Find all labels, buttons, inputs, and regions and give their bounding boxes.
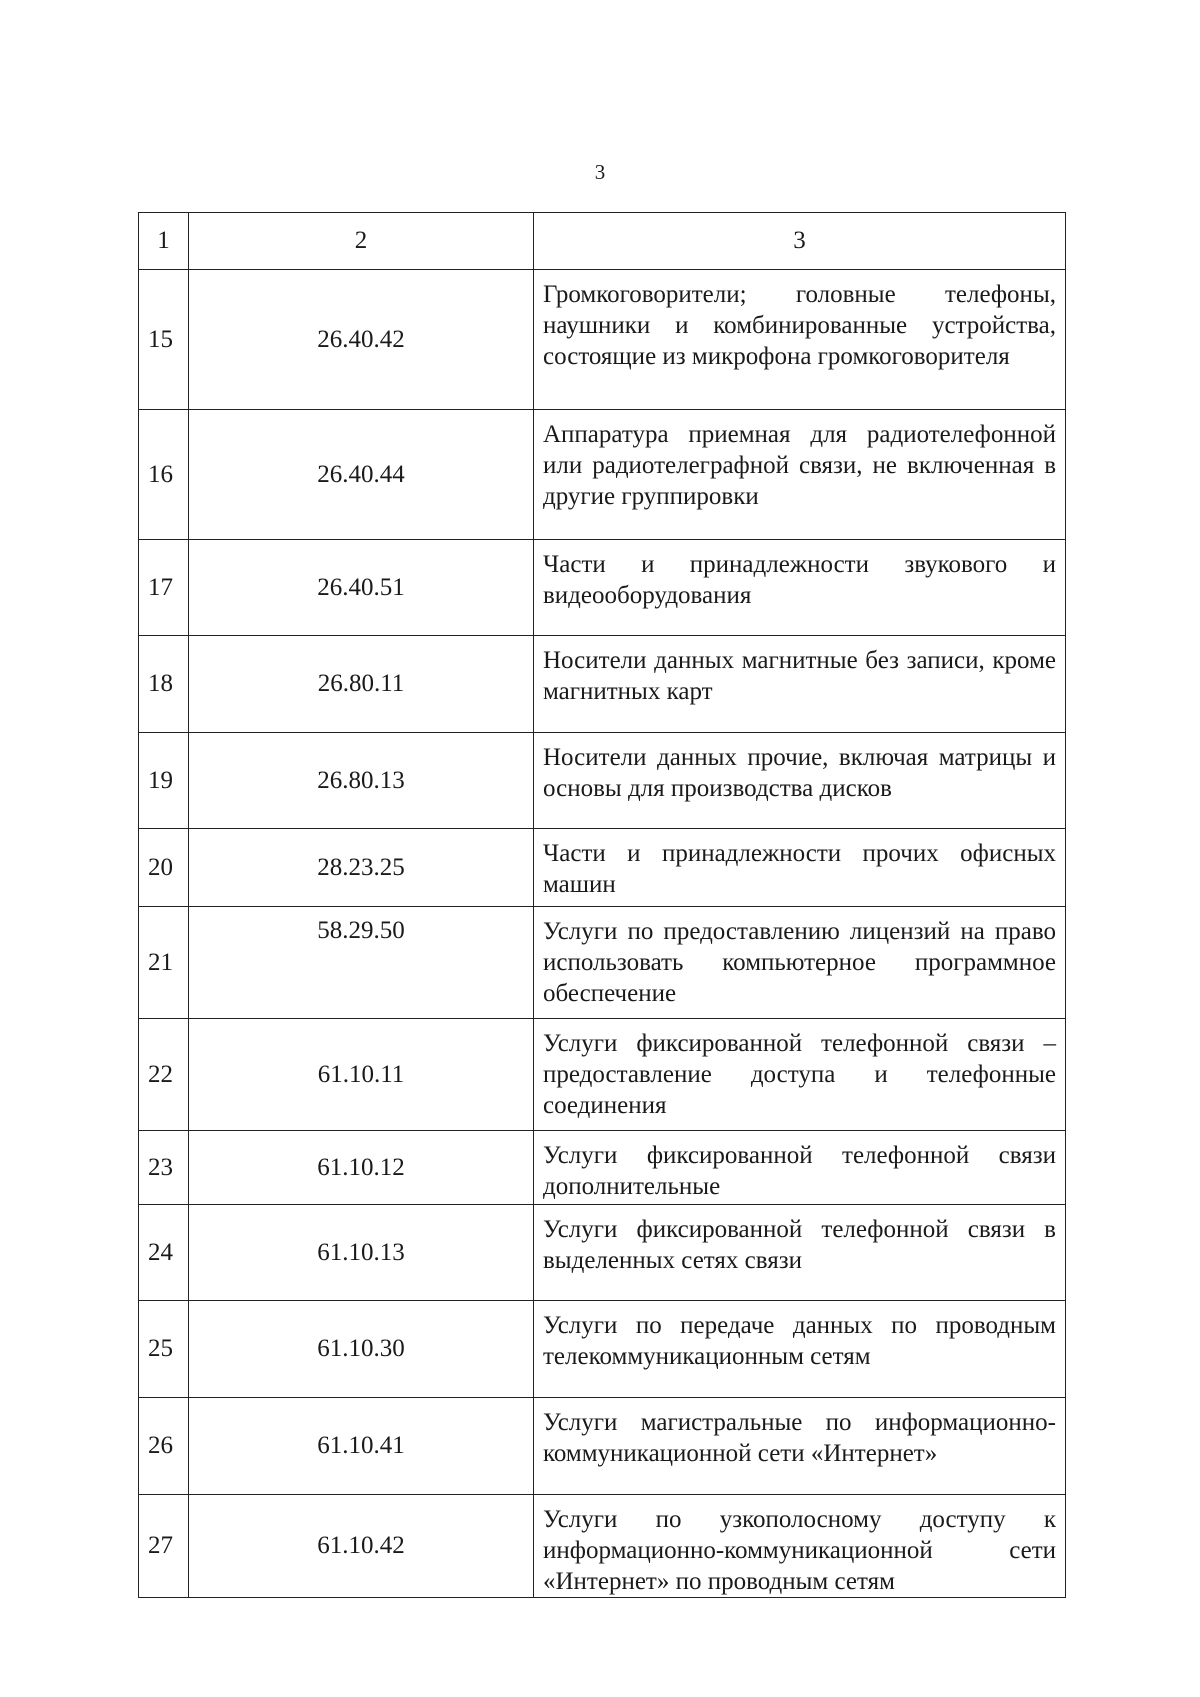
row-code: 26.80.13 bbox=[189, 733, 534, 829]
row-number: 17 bbox=[139, 540, 189, 636]
row-description: Услуги по предоставлению лицензий на право использовать компьютерное программное обеспечение bbox=[534, 907, 1066, 1019]
table-row bbox=[139, 410, 1066, 540]
table-row bbox=[139, 1205, 1066, 1301]
row-code: 61.10.42 bbox=[189, 1495, 534, 1598]
row-description: Носители данных прочие, включая матрицы и основы для производства дисков bbox=[534, 733, 1066, 829]
page-number: 3 bbox=[594, 160, 606, 184]
table-row bbox=[139, 1495, 1066, 1598]
column-header-description: 3 bbox=[534, 213, 1066, 270]
row-number: 22 bbox=[139, 1019, 189, 1131]
row-number: 25 bbox=[139, 1301, 189, 1398]
row-number: 15 bbox=[139, 270, 189, 410]
row-code: 26.40.44 bbox=[189, 410, 534, 540]
row-description: Услуги магистральные по информационно-коммуникационной сети «Интернет» bbox=[534, 1398, 1066, 1495]
row-code: 61.10.41 bbox=[189, 1398, 534, 1495]
row-number: 26 bbox=[139, 1398, 189, 1495]
row-number: 24 bbox=[139, 1205, 189, 1301]
row-number: 19 bbox=[139, 733, 189, 829]
row-code: 61.10.30 bbox=[189, 1301, 534, 1398]
row-description: Услуги фиксированной телефонной связи дополнительные bbox=[534, 1131, 1066, 1205]
row-number: 20 bbox=[139, 829, 189, 907]
table-row bbox=[139, 1398, 1066, 1495]
row-code: 61.10.11 bbox=[189, 1019, 534, 1131]
row-code: 26.40.42 bbox=[189, 270, 534, 410]
row-description: Услуги фиксированной телефонной связи в выделенных сетях связи bbox=[534, 1205, 1066, 1301]
row-number: 21 bbox=[139, 907, 189, 1019]
row-number: 27 bbox=[139, 1495, 189, 1598]
row-code: 26.80.11 bbox=[189, 636, 534, 733]
row-code: 61.10.12 bbox=[189, 1131, 534, 1205]
row-code: 58.29.50 bbox=[189, 907, 534, 1019]
row-number: 23 bbox=[139, 1131, 189, 1205]
table-header-row bbox=[139, 213, 1066, 270]
column-header-code: 2 bbox=[189, 213, 534, 270]
row-number: 18 bbox=[139, 636, 189, 733]
column-header-number: 1 bbox=[139, 213, 189, 270]
row-description: Носители данных магнитные без записи, кроме магнитных карт bbox=[534, 636, 1066, 733]
row-code: 61.10.13 bbox=[189, 1205, 534, 1301]
row-description: Услуги по передаче данных по проводным телекоммуникационным сетям bbox=[534, 1301, 1066, 1398]
table-row bbox=[139, 907, 1066, 1019]
table-row bbox=[139, 1301, 1066, 1398]
table-row bbox=[139, 733, 1066, 829]
row-description: Услуги по узкополосному доступу к информационно-коммуникационной сети «Интернет» по проводным сетям bbox=[534, 1495, 1066, 1598]
row-description: Части и принадлежности звукового и видеооборудования bbox=[534, 540, 1066, 636]
okpd-table bbox=[138, 212, 1066, 1598]
row-description: Громкоговорители; головные телефоны, наушники и комбинированные устройства, состоящие из микрофона громкоговорителя bbox=[534, 270, 1066, 410]
table-row bbox=[139, 1131, 1066, 1205]
row-description: Услуги фиксированной телефонной связи – предоставление доступа и телефонные соединения bbox=[534, 1019, 1066, 1131]
row-code: 28.23.25 bbox=[189, 829, 534, 907]
row-number: 16 bbox=[139, 410, 189, 540]
table-row bbox=[139, 1019, 1066, 1131]
row-description: Части и принадлежности прочих офисных машин bbox=[534, 829, 1066, 907]
row-code: 26.40.51 bbox=[189, 540, 534, 636]
row-description: Аппаратура приемная для радиотелефонной или радиотелеграфной связи, не включенная в другие группировки bbox=[534, 410, 1066, 540]
table-row bbox=[139, 636, 1066, 733]
table-row bbox=[139, 540, 1066, 636]
table-row bbox=[139, 829, 1066, 907]
table-row bbox=[139, 270, 1066, 410]
